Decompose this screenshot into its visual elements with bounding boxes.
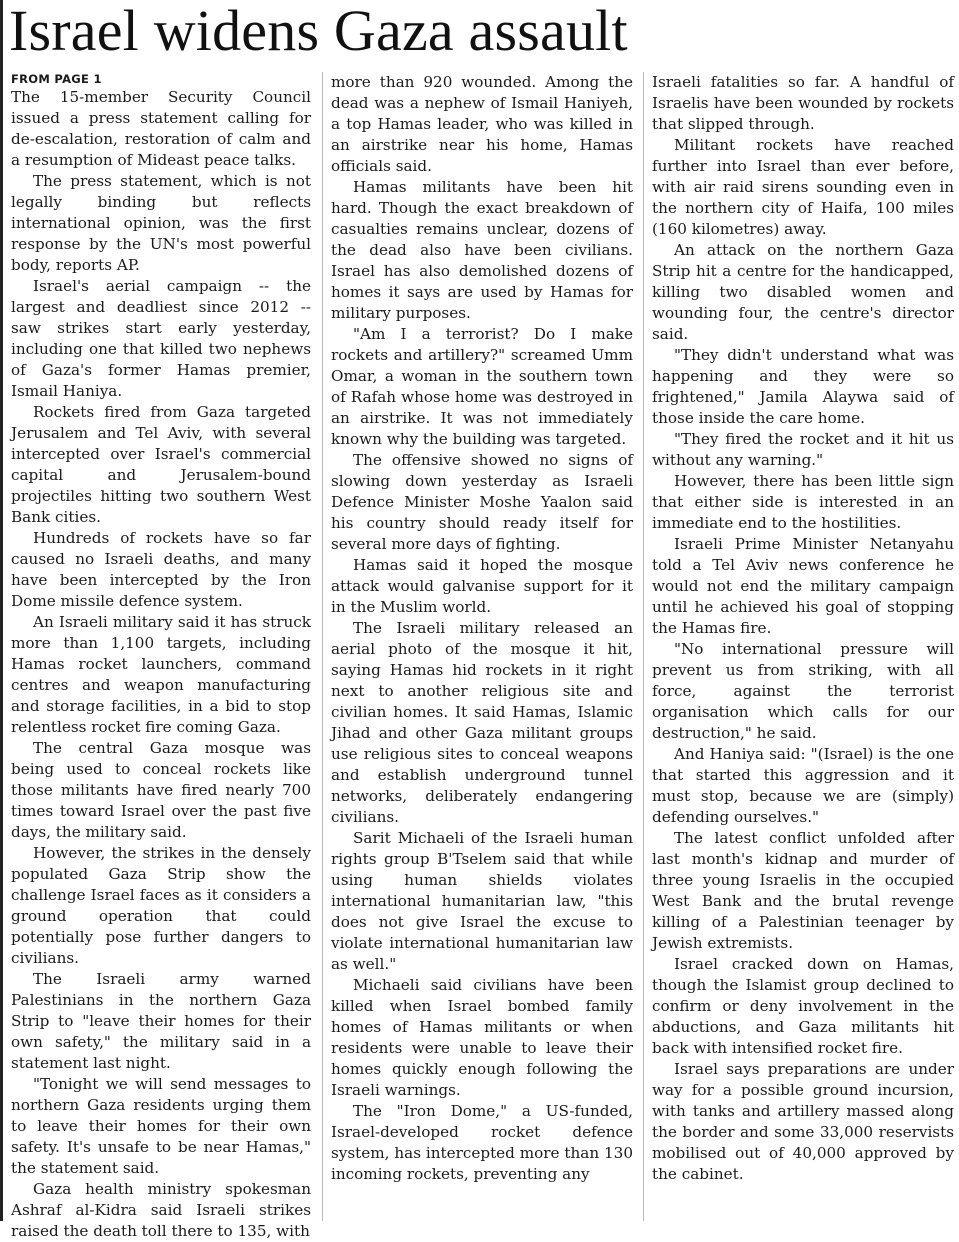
- article-paragraph: And Haniya said: "(Israel) is the one that started this aggression and it must stop, because we are (simply) defending ourselves.": [652, 745, 954, 826]
- article-paragraph: Hamas militants have been hit hard. Though the exact breakdown of casualties remains unclear, dozens of the dead also have been civilians. Israel has also demolished dozens of homes it says are used by Hamas for military purposes.: [331, 178, 633, 322]
- article-paragraph: An attack on the northern Gaza Strip hit a centre for the handicapped, killing two disabled women and wounding four, the centre's director said.: [652, 241, 954, 343]
- headline: Israel widens Gaza assault: [9, 0, 628, 63]
- article-paragraph: The "Iron Dome," a US-funded, Israel-developed rocket defence system, has intercepted more than 130 incoming rockets, preventing any: [331, 1102, 633, 1183]
- article-paragraph: Sarit Michaeli of the Israeli human rights group B'Tselem said that while using human shields violates international humanitarian law, "this does not give Israel the excuse to violate international humanitarian law as well.": [331, 829, 633, 973]
- article-paragraph: Hamas said it hoped the mosque attack would galvanise support for it in the Muslim world.: [331, 556, 633, 616]
- article-paragraph: An Israeli military said it has struck more than 1,100 targets, including Hamas rocket launchers, command centres and weapon manufacturing and storage facilities, in a bid to stop relentless rocket fire coming Gaza.: [11, 613, 311, 736]
- article-paragraph: Israel says preparations are under way for a possible ground incursion, with tanks and artillery massed along the border and some 33,000 reservists mobilised out of 40,000 approved by the cabinet.: [652, 1060, 954, 1183]
- article-paragraph: Israel cracked down on Hamas, though the Islamist group declined to confirm or deny involvement in the abductions, and Gaza militants hit back with intensified rocket fire.: [652, 955, 954, 1057]
- article-paragraph: "Am I a terrorist? Do I make rockets and artillery?" screamed Umm Omar, a woman in the southern town of Rafah whose home was destroyed in an airstrike. It was not immediately known why the building was targeted.: [331, 325, 633, 448]
- article-paragraph: "No international pressure will prevent us from striking, with all force, against the terrorist organisation which calls for our destruction," he said.: [652, 640, 954, 742]
- article-paragraph: The Israeli military released an aerial photo of the mosque it hit, saying Hamas hid rockets in it right next to another religious site and civilian homes. It said Hamas, Islamic Jihad and other Gaza militant groups use religious sites to conceal weapons and establish underground tunnel networks, deliberately endangering civilians.: [331, 619, 633, 826]
- article-paragraph: "They fired the rocket and it hit us without any warning.": [652, 430, 954, 469]
- article-paragraph: Michaeli said civilians have been killed when Israel bombed family homes of Hamas militants or when residents were unable to leave their homes quickly enough following the Israeli warnings.: [331, 976, 633, 1099]
- article-paragraph: The 15-member Security Council issued a press statement calling for de-escalation, restoration of calm and a resumption of Mideast peace talks.: [11, 88, 311, 169]
- article-paragraph: Israel's aerial campaign -- the largest and deadliest since 2012 -- saw strikes start early yesterday, including one that killed two nephews of Gaza's former Hamas premier, Ismail Haniya.: [11, 277, 311, 400]
- article-column-1: [11, 72, 311, 1240]
- article-paragraph: Rockets fired from Gaza targeted Jerusalem and Tel Aviv, with several intercepted over Israel's commercial capital and Jerusalem-bound projectiles hitting two southern West Bank cities.: [11, 403, 311, 526]
- continued-from-label: FROM PAGE 1: [11, 72, 102, 86]
- article-column-2: [331, 72, 633, 1221]
- article-paragraph: The Israeli army warned Palestinians in the northern Gaza Strip to "leave their homes for their own safety," the military said in a statement last night.: [11, 970, 311, 1072]
- article-paragraph: However, the strikes in the densely populated Gaza Strip show the challenge Israel faces as it considers a ground operation that could potentially pose further dangers to civilians.: [11, 844, 311, 967]
- article-paragraph: more than 920 wounded. Among the dead was a nephew of Ismail Haniyeh, a top Hamas leader, who was killed in an airstrike near his home, Hamas officials said.: [331, 73, 633, 175]
- article-paragraph: The central Gaza mosque was being used to conceal rockets like those militants have fired nearly 700 times toward Israel over the past five days, the military said.: [11, 739, 311, 841]
- article-paragraph: The press statement, which is not legally binding but reflects international opinion, was the first response by the UN's most powerful body, reports AP.: [11, 172, 311, 274]
- article-paragraph: Gaza health ministry spokesman Ashraf al-Kidra said Israeli strikes raised the death toll there to 135, with: [11, 1180, 311, 1240]
- article-paragraph: Israeli Prime Minister Netanyahu told a Tel Aviv news conference he would not end the military campaign until he achieved his goal of stopping the Hamas fire.: [652, 535, 954, 637]
- article-paragraph: Hundreds of rockets have so far caused no Israeli deaths, and many have been intercepted by the Iron Dome missile defence system.: [11, 529, 311, 610]
- article-body: [11, 72, 955, 1240]
- article-column-3: [652, 72, 954, 1221]
- article-paragraph: "They didn't understand what was happening and they were so frightened," Jamila Alaywa said of those inside the care home.: [652, 346, 954, 427]
- article-paragraph: The latest conflict unfolded after last month's kidnap and murder of three young Israelis in the occupied West Bank and the brutal revenge killing of a Palestinian teenager by Jewish extremists.: [652, 829, 954, 952]
- article-paragraph: Israeli fatalities so far. A handful of Israelis have been wounded by rockets that slipped through.: [652, 73, 954, 133]
- article-paragraph: "Tonight we will send messages to northern Gaza residents urging them to leave their homes for their own safety. It's unsafe to be near Hamas," the statement said.: [11, 1075, 311, 1177]
- article-paragraph: However, there has been little sign that either side is interested in an immediate end to the hostilities.: [652, 472, 954, 532]
- article-paragraph: The offensive showed no signs of slowing down yesterday as Israeli Defence Minister Moshe Yaalon said his country should ready itself for several more days of fighting.: [331, 451, 633, 553]
- article-paragraph: Militant rockets have reached further into Israel than ever before, with air raid sirens sounding even in the northern city of Haifa, 100 miles (160 kilometres) away.: [652, 136, 954, 238]
